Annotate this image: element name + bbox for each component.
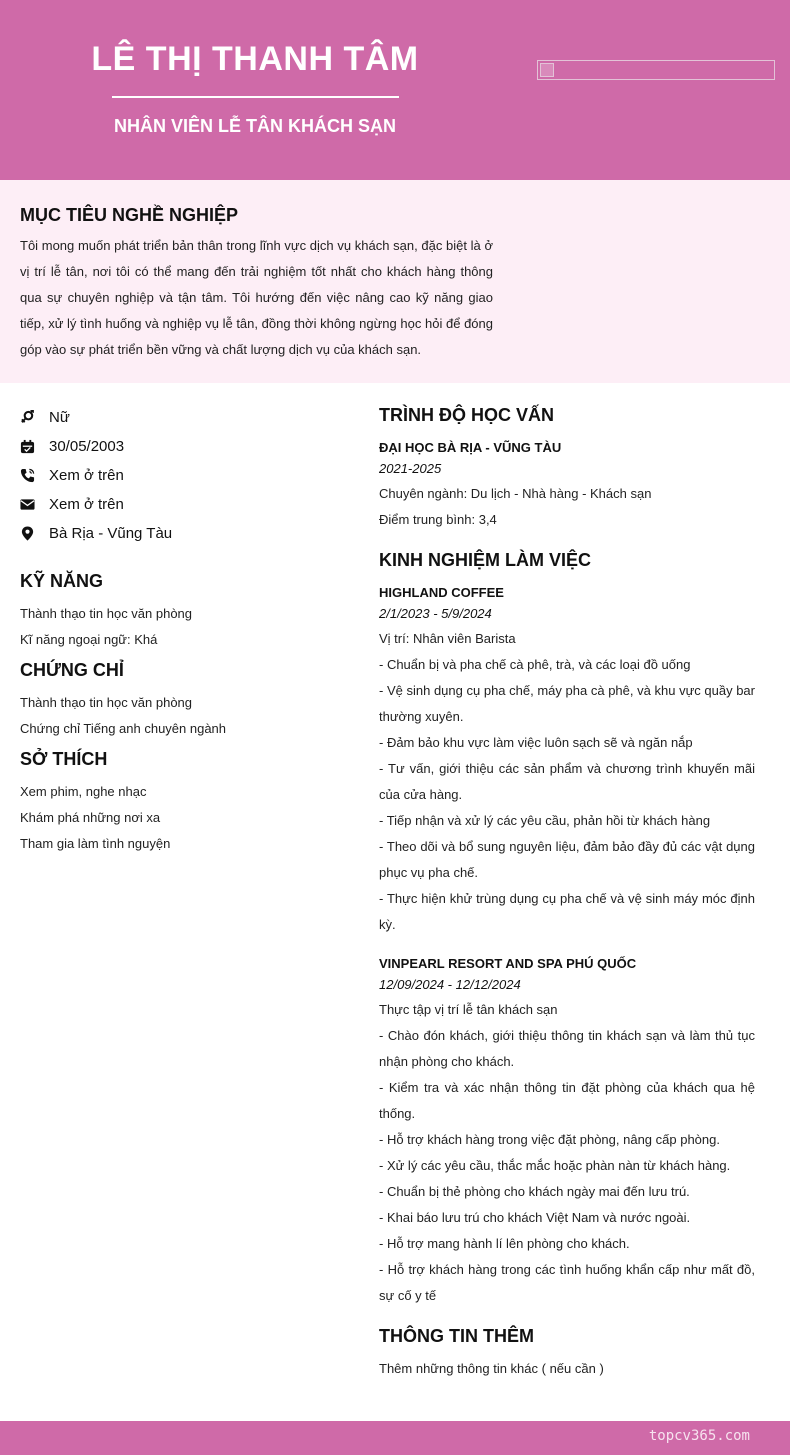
education-major: Chuyên ngành: Du lịch - Nhà hàng - Khách sạn	[379, 486, 652, 501]
envelope-icon	[20, 497, 35, 512]
contact-email	[20, 490, 340, 519]
job-line: Vị trí: Nhân viên Barista	[379, 631, 516, 646]
job-line: - Tư vấn, giới thiệu các sản phẩm và chương trình khuyến mãi của cửa hàng.	[379, 761, 755, 802]
right-column	[379, 405, 755, 1382]
contact-birthday	[20, 432, 340, 461]
phone-icon	[20, 468, 35, 483]
objective-heading: MỤC TIÊU NGHỀ NGHIỆP	[20, 205, 239, 225]
job-entry	[379, 585, 755, 938]
job-line: - Hỗ trợ khách hàng trong việc đặt phòng, nâng cấp phòng.	[379, 1132, 720, 1147]
list-item: Chứng chỉ Tiếng anh chuyên ngành	[20, 721, 227, 736]
education-period: 2021-2025	[379, 461, 442, 476]
objective-text: Tôi mong muốn phát triển bản thân trong lĩnh vực dịch vụ khách sạn, đặc biệt là ở vị trí lễ tân, nơi tôi có thể mang đến trải nghiệm tốt nhất cho khách hàng thông qua sự chuyên nghiệp và tận tâm. Tôi hướng đến việc nâng cao kỹ năng giao tiếp, xử lý tình huống và nghiệp vụ lễ tân, đồng thời không ngừng học hỏi để đóng góp vào sự phát triển bền vững và chất lượng dịch vụ của khách sạn.	[20, 238, 493, 357]
job-line: - Chuẩn bị thẻ phòng cho khách ngày mai đến lưu trú.	[379, 1184, 690, 1199]
left-column	[20, 403, 340, 857]
job-line: - Hỗ trợ khách hàng trong các tình huống khẩn cấp như mất đồ, sự cố y tế	[379, 1262, 755, 1303]
additional-info-text: Thêm những thông tin khác ( nếu cần )	[379, 1361, 604, 1376]
skills-heading: KỸ NĂNG	[20, 571, 104, 591]
contact-gender	[20, 403, 340, 432]
list-item: Tham gia làm tình nguyện	[20, 836, 171, 851]
job-line: - Đảm bảo khu vực làm việc luôn sạch sẽ và ngăn nắp	[379, 735, 693, 750]
school-name: ĐẠI HỌC BÀ RỊA - VŨNG TÀU	[379, 440, 562, 455]
contact-phone	[20, 461, 340, 490]
footer-bar	[0, 1421, 790, 1455]
profile-photo	[537, 60, 775, 80]
job-period: 12/09/2024 - 12/12/2024	[379, 977, 521, 992]
candidate-name: LÊ THỊ THANH TÂM	[91, 40, 419, 78]
email-value: Xem ở trên	[49, 496, 124, 513]
job-entry	[379, 956, 755, 1309]
job-line: - Khai báo lưu trú cho khách Việt Nam và nước ngoài.	[379, 1210, 691, 1225]
certificates-list	[20, 690, 340, 742]
job-line: - Theo dõi và bổ sung nguyên liệu, đảm bảo đầy đủ các vật dụng phục vụ pha chế.	[379, 839, 755, 880]
job-line: - Chào đón khách, giới thiệu thông tin khách sạn và làm thủ tục nhận phòng cho khách.	[379, 1028, 755, 1069]
job-line: - Chuẩn bị và pha chế cà phê, trà, và các loại đồ uống	[379, 657, 691, 672]
map-pin-icon	[20, 526, 35, 541]
job-line: - Vệ sinh dụng cụ pha chế, máy pha cà phê, và khu vực quầy bar thường xuyên.	[379, 683, 755, 724]
phone-value: Xem ở trên	[49, 467, 124, 484]
candidate-job-title: NHÂN VIÊN LỄ TÂN KHÁCH SẠN	[113, 116, 396, 136]
list-item: Khám phá những nơi xa	[20, 810, 161, 825]
job-line: Thực tập vị trí lễ tân khách sạn	[379, 1002, 558, 1017]
job-line: - Xử lý các yêu cầu, thắc mắc hoặc phàn nàn từ khách hàng.	[379, 1158, 731, 1173]
skills-list	[20, 601, 340, 653]
company-name: HIGHLAND COFFEE	[379, 585, 504, 600]
list-item: Xem phim, nghe nhạc	[20, 784, 147, 799]
birthday-value: 30/05/2003	[49, 438, 125, 455]
list-item: Kĩ năng ngoại ngữ: Khá	[20, 632, 158, 647]
list-item: Thành thạo tin học văn phòng	[20, 606, 193, 621]
career-objective-section	[0, 180, 790, 383]
job-line: - Hỗ trợ mang hành lí lên phòng cho khách.	[379, 1236, 630, 1251]
hobbies-heading: SỞ THÍCH	[20, 749, 108, 769]
job-line: - Tiếp nhận và xử lý các yêu cầu, phản hồi từ khách hàng	[379, 813, 711, 828]
resume-header	[0, 0, 790, 180]
address-value: Bà Rịa - Vũng Tàu	[49, 525, 173, 542]
footer-brand: topcv365.com	[648, 1428, 750, 1444]
education-heading: TRÌNH ĐỘ HỌC VẤN	[379, 405, 554, 425]
broken-image-icon	[540, 63, 554, 77]
list-item: Thành thạo tin học văn phòng	[20, 695, 193, 710]
calendar-icon	[20, 439, 35, 454]
certificates-heading: CHỨNG CHỈ	[20, 660, 124, 680]
hobbies-list	[20, 779, 340, 857]
experience-heading: KINH NGHIỆM LÀM VIỆC	[379, 550, 592, 570]
name-divider	[112, 96, 399, 98]
contact-address	[20, 519, 340, 548]
gender-icon	[20, 410, 35, 425]
additional-info-heading: THÔNG TIN THÊM	[379, 1326, 534, 1346]
job-line: - Kiểm tra và xác nhận thông tin đặt phòng của khách qua hệ thống.	[379, 1080, 755, 1121]
education-gpa: Điểm trung bình: 3,4	[379, 512, 497, 527]
company-name: VINPEARL RESORT AND SPA PHÚ QUỐC	[379, 956, 637, 971]
gender-value: Nữ	[49, 409, 70, 426]
job-period: 2/1/2023 - 5/9/2024	[379, 606, 492, 621]
job-line: - Thực hiện khử trùng dụng cụ pha chế và vệ sinh máy móc định kỳ.	[379, 891, 755, 932]
